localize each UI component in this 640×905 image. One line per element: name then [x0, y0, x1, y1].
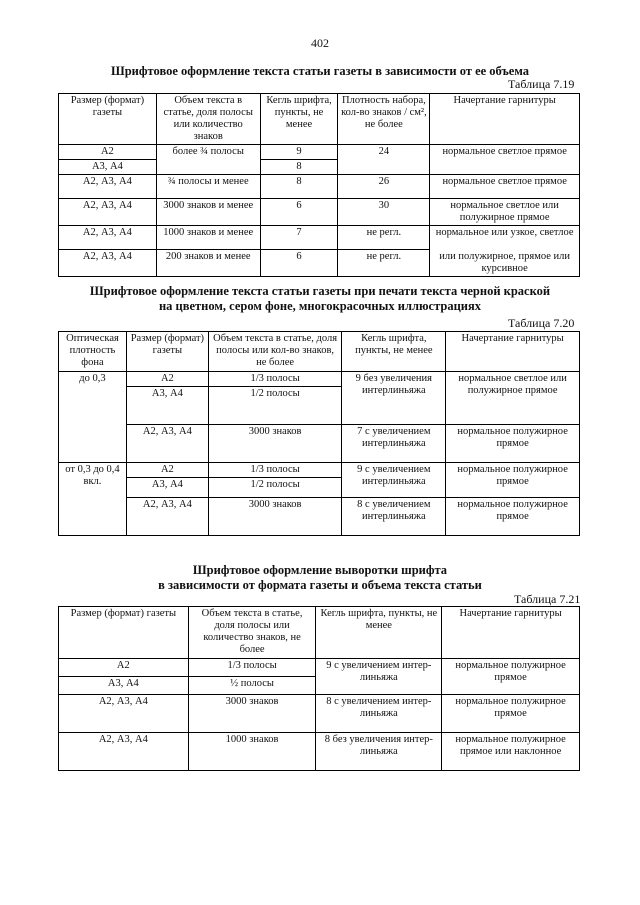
size-cell: 8 с увеличением интерлиньяжа	[342, 498, 446, 536]
size-cell: 8 с увеличением интер-линьяжа	[316, 695, 442, 733]
header-volume: Объем текста в статье, доля полосы или количество знаков, не более	[188, 607, 316, 659]
density-cell: 30	[338, 199, 430, 226]
volume-cell: 1/3 полосы	[188, 659, 316, 677]
table-row	[59, 733, 580, 771]
style-cell: нормальное полужирное прямое	[446, 425, 580, 463]
volume-cell: 1000 знаков	[188, 733, 316, 771]
volume-cell: 3000 знаков	[188, 695, 316, 733]
table-row	[59, 226, 580, 250]
size-cell: 9 с увеличением интерлиньяжа	[342, 463, 446, 498]
volume-cell: 1/3 полосы	[208, 372, 342, 387]
table-row	[59, 659, 580, 677]
table-7-20-title	[0, 284, 640, 314]
format-cell: А3, А4	[126, 478, 208, 498]
format-cell: А2	[126, 372, 208, 387]
format-cell: А2, А3, А4	[59, 175, 157, 199]
table-7-21-title-line1: Шрифтовое оформление выворотки шрифта	[192, 563, 448, 577]
header-font-size: Кегль шрифта, пункты, не менее	[342, 332, 446, 372]
density-cell: не регл.	[338, 226, 430, 250]
table-7-19	[58, 93, 580, 277]
background-density-cell: от 0,3 до 0,4 вкл.	[59, 463, 127, 536]
format-cell: А2	[126, 463, 208, 478]
table-row	[59, 463, 580, 478]
table-row	[59, 199, 580, 226]
format-cell: А3, А4	[126, 387, 208, 425]
background-density-cell: до 0,3	[59, 372, 127, 463]
format-cell: А2, А3, А4	[126, 498, 208, 536]
size-cell: 9 с увеличением интер-линьяжа	[316, 659, 442, 695]
density-cell: 24	[338, 145, 430, 175]
style-cell: нормальное полужирное прямое	[442, 695, 580, 733]
density-cell: 26	[338, 175, 430, 199]
volume-cell: более ¾ полосы	[156, 145, 260, 175]
format-cell: А2, А3, А4	[59, 226, 157, 250]
header-format: Размер (формат) газеты	[59, 94, 157, 145]
volume-cell: 1000 знаков и менее	[156, 226, 260, 250]
style-cell: нормальное светлое прямое	[430, 175, 580, 199]
table-row	[59, 695, 580, 733]
header-format: Размер (формат) газеты	[59, 607, 189, 659]
size-cell: 9	[260, 145, 338, 160]
volume-cell: 1/2 полосы	[208, 478, 342, 498]
table-row	[59, 145, 580, 160]
format-cell: А3, А4	[59, 160, 157, 175]
style-cell: нормальное полужирное прямое	[446, 463, 580, 498]
volume-cell: ¾ полосы и менее	[156, 175, 260, 199]
table-7-21-caption: Таблица 7.21	[514, 592, 581, 606]
table-row	[59, 372, 580, 387]
table-7-20-title-line2: на цветном, сером фоне, многокрасочных иллюстрациях	[158, 299, 482, 313]
volume-cell: 1/3 полосы	[208, 463, 342, 478]
size-cell: 9 без увеличения интерлиньяжа	[342, 372, 446, 425]
header-typeface: Начертание гарнитуры	[442, 607, 580, 659]
style-cell: нормальное полужирное прямое	[446, 498, 580, 536]
format-cell: А2, А3, А4	[59, 695, 189, 733]
style-cell: или полужирное, прямое или курсивное	[430, 250, 580, 277]
size-cell: 8 без увеличения интер-линьяжа	[316, 733, 442, 771]
table-7-20-caption: Таблица 7.20	[508, 316, 575, 330]
format-cell: А2, А3, А4	[126, 425, 208, 463]
size-cell: 8	[260, 160, 338, 175]
header-background-density: Оптическая плотность фона	[59, 332, 127, 372]
table-7-20-title-line1: Шрифтовое оформление текста статьи газеты при печати текста черной краской	[89, 284, 551, 298]
volume-cell: 1/2 полосы	[208, 387, 342, 425]
size-cell: 7	[260, 226, 338, 250]
volume-cell: 3000 знаков и менее	[156, 199, 260, 226]
format-cell: А2	[59, 145, 157, 160]
style-cell: нормальное светлое или полужирное прямое	[430, 199, 580, 226]
table-7-21-title-line2: в зависимости от формата газеты и объема текста статьи	[158, 578, 482, 592]
table-row	[59, 175, 580, 199]
style-cell: нормальное или узкое, светлое	[430, 226, 580, 250]
page-number: 402	[311, 36, 329, 50]
format-cell: А2, А3, А4	[59, 250, 157, 277]
table-row	[59, 425, 580, 463]
volume-cell: ½ полосы	[188, 677, 316, 695]
table-7-20	[58, 331, 580, 536]
format-cell: А2, А3, А4	[59, 199, 157, 226]
size-cell: 8	[260, 175, 338, 199]
header-volume: Объем текста в статье, доля полосы или кол-во знаков, не более	[208, 332, 342, 372]
volume-cell: 3000 знаков	[208, 498, 342, 536]
style-cell: нормальное светлое прямое	[430, 145, 580, 175]
header-volume: Объем текста в статье, доля полосы или количество знаков	[156, 94, 260, 145]
style-cell: нормальное светлое или полужирное прямое	[446, 372, 580, 425]
table-row	[59, 498, 580, 536]
density-cell: не регл.	[338, 250, 430, 277]
style-cell: нормальное полужирное прямое	[442, 659, 580, 695]
size-cell: 6	[260, 250, 338, 277]
volume-cell: 200 знаков и менее	[156, 250, 260, 277]
header-format: Размер (формат) газеты	[126, 332, 208, 372]
table-row	[59, 250, 580, 277]
volume-cell: 3000 знаков	[208, 425, 342, 463]
format-cell: А2, А3, А4	[59, 733, 189, 771]
header-density: Плотность набора, кол-во знаков / см², не более	[338, 94, 430, 145]
table-7-19-title: Шрифтовое оформление текста статьи газеты в зависимости от ее объема	[111, 64, 529, 78]
header-font-size: Кегль шрифта, пункты, не менее	[260, 94, 338, 145]
format-cell: А3, А4	[59, 677, 189, 695]
format-cell: А2	[59, 659, 189, 677]
header-typeface: Начертание гарнитуры	[446, 332, 580, 372]
size-cell: 7 с увеличением интерлиньяжа	[342, 425, 446, 463]
size-cell: 6	[260, 199, 338, 226]
table-7-21	[58, 606, 580, 771]
style-cell: нормальное полужирное прямое или наклонное	[442, 733, 580, 771]
header-font-size: Кегль шрифта, пункты, не менее	[316, 607, 442, 659]
table-7-21-title	[0, 563, 640, 593]
table-7-19-caption: Таблица 7.19	[508, 77, 575, 91]
header-typeface: Начертание гарнитуры	[430, 94, 580, 145]
